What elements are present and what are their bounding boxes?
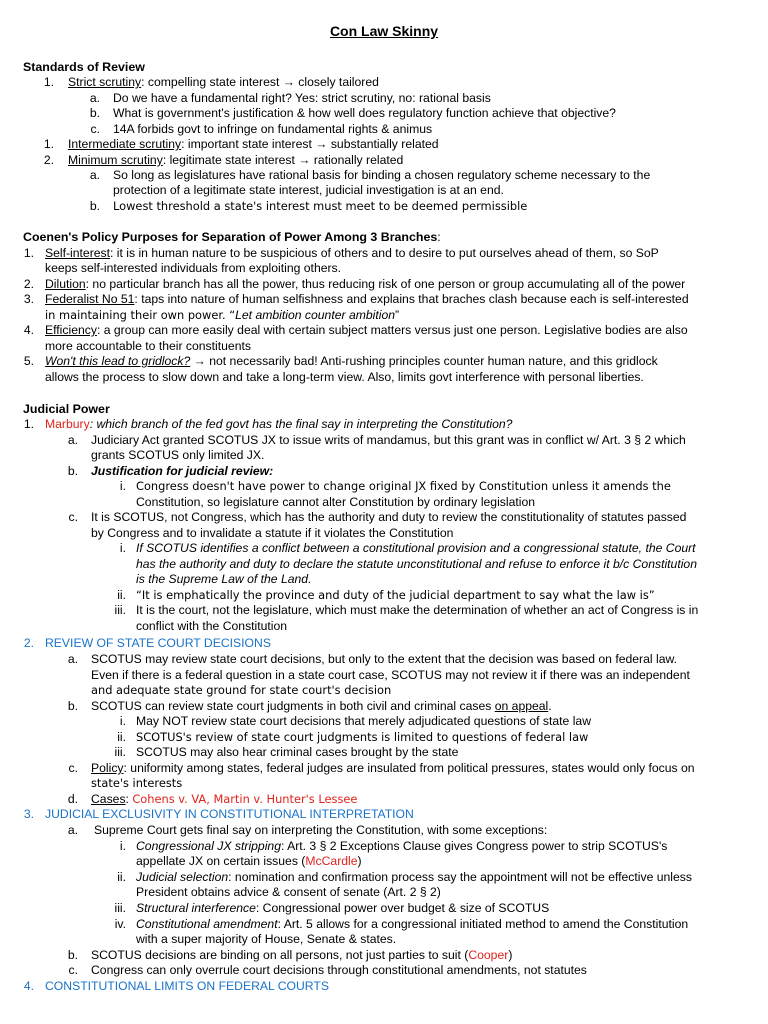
list-marker: iv. <box>114 917 126 931</box>
list-item: If SCOTUS identifies a conflict between a constitutional provision and a congressional statute, the Court <box>136 541 696 555</box>
list-item: Congressional JX stripping: Art. 3 § 2 Exceptions Clause gives Congress power to strip SCOTUS's <box>136 839 668 853</box>
list-item: Justification for judicial review: <box>91 464 274 478</box>
list-item: Self-interest: it is in human nature to be suspicious of others and to desire to put ourselves ahead of them, so SoP <box>45 246 659 260</box>
list-marker: 1. <box>23 246 34 260</box>
list-item: Intermediate scrutiny: important state interest → substantially related <box>68 137 439 151</box>
list-marker: i. <box>119 839 126 853</box>
list-item: SCOTUS decisions are binding on all persons, not just parties to suit (Cooper) <box>91 948 513 962</box>
section-heading-judicial: Judicial Power <box>23 402 110 416</box>
list-item-continuation: grants SCOTUS only limited JX. <box>91 448 265 462</box>
list-item-continuation: allows the process to slow down and take a long-term view. Also, limits govt interference with personal liberties. <box>45 370 644 384</box>
list-marker: ii. <box>117 730 126 744</box>
list-item: 14A forbids govt to infringe on fundamental rights & animus <box>113 122 433 136</box>
list-marker: 1. <box>43 75 54 89</box>
list-item: Congress can only overrule court decisions through constitutional amendments, not statutes <box>91 963 587 977</box>
list-item: SCOTUS may also hear criminal cases brought by the state <box>136 745 459 759</box>
list-item-marbury: Marbury: which branch of the fed govt has the final say in interpreting the Constitution? <box>45 417 513 431</box>
list-marker: 3. <box>23 292 34 306</box>
list-marker: 2. <box>23 636 34 650</box>
list-item: Structural interference: Congressional power over budget & size of SCOTUS <box>136 901 550 915</box>
list-item-continuation: is the Supreme Law of the Land. <box>136 572 312 586</box>
list-marker: c. <box>90 122 100 136</box>
list-marker: b. <box>89 106 100 120</box>
list-marker: 1. <box>43 137 54 151</box>
list-item-continuation: President obtains advice & consent of senate (Art. 2 § 2) <box>136 885 441 899</box>
list-item: Policy: uniformity among states, federal judges are insulated from political pressures, states would only focus on <box>91 761 695 775</box>
list-marker: a. <box>67 433 78 447</box>
section-heading-limits: CONSTITUTIONAL LIMITS ON FEDERAL COURTS <box>45 979 329 993</box>
list-marker: a. <box>67 652 78 666</box>
list-marker: a. <box>89 91 100 105</box>
list-marker: b. <box>67 464 78 478</box>
list-item-continuation: and adequate state ground for state court's decision <box>91 683 392 697</box>
list-item-continuation: appellate JX on certain issues (McCardle) <box>136 854 362 868</box>
list-item: Cases: Cohens v. VA, Martin v. Hunter's Lessee <box>91 792 358 806</box>
list-marker: 4. <box>23 979 34 993</box>
list-marker: c. <box>68 963 78 977</box>
list-item: SCOTUS can review state court judgments in both civil and criminal cases on appeal. <box>91 699 552 713</box>
list-marker: 5. <box>23 354 34 368</box>
list-item: Minimum scrutiny: legitimate state interest → rationally related <box>68 153 404 167</box>
list-item: Judiciary Act granted SCOTUS JX to issue writs of mandamus, but this grant was in conflict w/ Art. 3 § 2 which <box>91 433 686 447</box>
list-item-continuation: protection of a legitimate state interest, judicial investigation is at an end. <box>113 183 504 197</box>
list-item-continuation: Constitution, so legislature cannot alter Constitution by ordinary legislation <box>136 495 536 509</box>
list-item: Judicial selection: nomination and confirmation process say the appointment will not be effective unless <box>136 870 692 884</box>
list-item-continuation: with a super majority of House, Senate & states. <box>136 932 397 946</box>
list-item: Supreme Court gets final say on interpreting the Constitution, with some exceptions: <box>94 823 548 837</box>
list-marker: a. <box>67 823 78 837</box>
case-name: Marbury <box>45 417 90 431</box>
list-marker: 2. <box>23 277 34 291</box>
list-item: It is SCOTUS, not Congress, which has the authority and duty to review the constitutionality of statutes passed <box>91 510 687 524</box>
list-item: Won't this lead to gridlock? → not necessarily bad! Anti-rushing principles counter human nature, and this gridlock <box>45 354 658 368</box>
list-marker: d. <box>67 792 78 806</box>
list-marker: i. <box>119 479 126 493</box>
list-marker: b. <box>67 699 78 713</box>
list-item: Congress doesn't have power to change original JX fixed by Constitution unless it amends the <box>136 479 671 493</box>
list-item-continuation: keeps self-interested individuals from exploiting others. <box>45 261 342 275</box>
list-item: SCOTUS's review of state court judgments is limited to questions of federal law <box>136 730 589 744</box>
list-item: May NOT review state court decisions that merely adjudicated questions of state law <box>136 714 591 728</box>
list-item: It is the court, not the legislature, which must make the determination of whether an act of Congress is in <box>136 603 699 617</box>
list-marker: ii. <box>117 870 126 884</box>
case-name: Cooper <box>468 948 509 962</box>
section-heading-review: REVIEW OF STATE COURT DECISIONS <box>45 636 271 650</box>
list-item-continuation: has the authority and duty to declare the statute unconstitutional and refuse to enforce it b/c Constitution <box>136 557 697 571</box>
list-marker: 4. <box>23 323 34 337</box>
list-item-continuation: by Congress and to invalidate a statute if it violates the Constitution <box>91 526 454 540</box>
list-item-continuation: state's interests <box>91 776 183 790</box>
list-item-continuation: more accountable to their constituents <box>45 339 251 353</box>
list-marker: i. <box>119 541 126 555</box>
list-marker: c. <box>68 510 78 524</box>
list-marker: c. <box>68 761 78 775</box>
list-marker: a. <box>89 168 100 182</box>
case-name: McCardle <box>305 854 358 868</box>
list-item-continuation: Even if there is a federal question in a state court case, SCOTUS may not review it if there was an independent <box>91 668 690 682</box>
list-marker: iii. <box>114 603 126 617</box>
list-item: “It is emphatically the province and duty of the judicial department to say what the law is” <box>136 588 655 602</box>
list-item: Lowest threshold a state's interest must meet to be deemed permissible <box>113 199 528 213</box>
list-item-continuation: in maintaining their own power. “Let ambition counter ambition” <box>45 308 400 322</box>
list-item: Constitutional amendment: Art. 5 allows for a congressional initiated method to amend the Constitution <box>136 917 689 931</box>
list-marker: iii. <box>114 745 126 759</box>
section-heading-exclusivity: JUDICIAL EXCLUSIVITY IN CONSTITUTIONAL INTERPRETATION <box>45 807 414 821</box>
list-item: Efficiency: a group can more easily deal with certain subject matters versus just one person. Legislative bodies are also <box>45 323 688 337</box>
section-heading-standards: Standards of Review <box>23 60 145 74</box>
list-item: Dilution: no particular branch has all the power, thus reducing risk of one person or group accumulating all of the power <box>45 277 686 291</box>
list-marker: 2. <box>43 153 54 167</box>
section-heading-coenen: Coenen's Policy Purposes for Separation of Power Among 3 Branches: <box>23 230 441 244</box>
list-marker: b. <box>89 199 100 213</box>
list-marker: 3. <box>23 807 34 821</box>
document-title: Con Law Skinny <box>329 23 439 39</box>
list-item: What is government's justification & how well does regulatory function achieve that objective? <box>113 106 616 120</box>
list-item: Do we have a fundamental right? Yes: strict scrutiny, no: rational basis <box>113 91 491 105</box>
list-item-continuation: conflict with the Constitution <box>136 619 288 633</box>
list-marker: 1. <box>23 417 34 431</box>
case-name: Cohens v. VA, Martin v. Hunter's Lessee <box>132 792 358 806</box>
list-item: So long as legislatures have rational basis for binding a chosen regulatory scheme necessary to the <box>113 168 651 182</box>
list-item: SCOTUS may review state court decisions, but only to the extent that the decision was based on federal law. <box>91 652 677 666</box>
list-marker: ii. <box>117 588 126 602</box>
list-item: Federalist No 51: taps into nature of human selfishness and explains that braches clash because each is self-interested <box>45 292 689 306</box>
list-item: Strict scrutiny: compelling state interest → closely tailored <box>68 75 379 89</box>
list-marker: i. <box>119 714 126 728</box>
list-marker: iii. <box>114 901 126 915</box>
list-marker: b. <box>67 948 78 962</box>
